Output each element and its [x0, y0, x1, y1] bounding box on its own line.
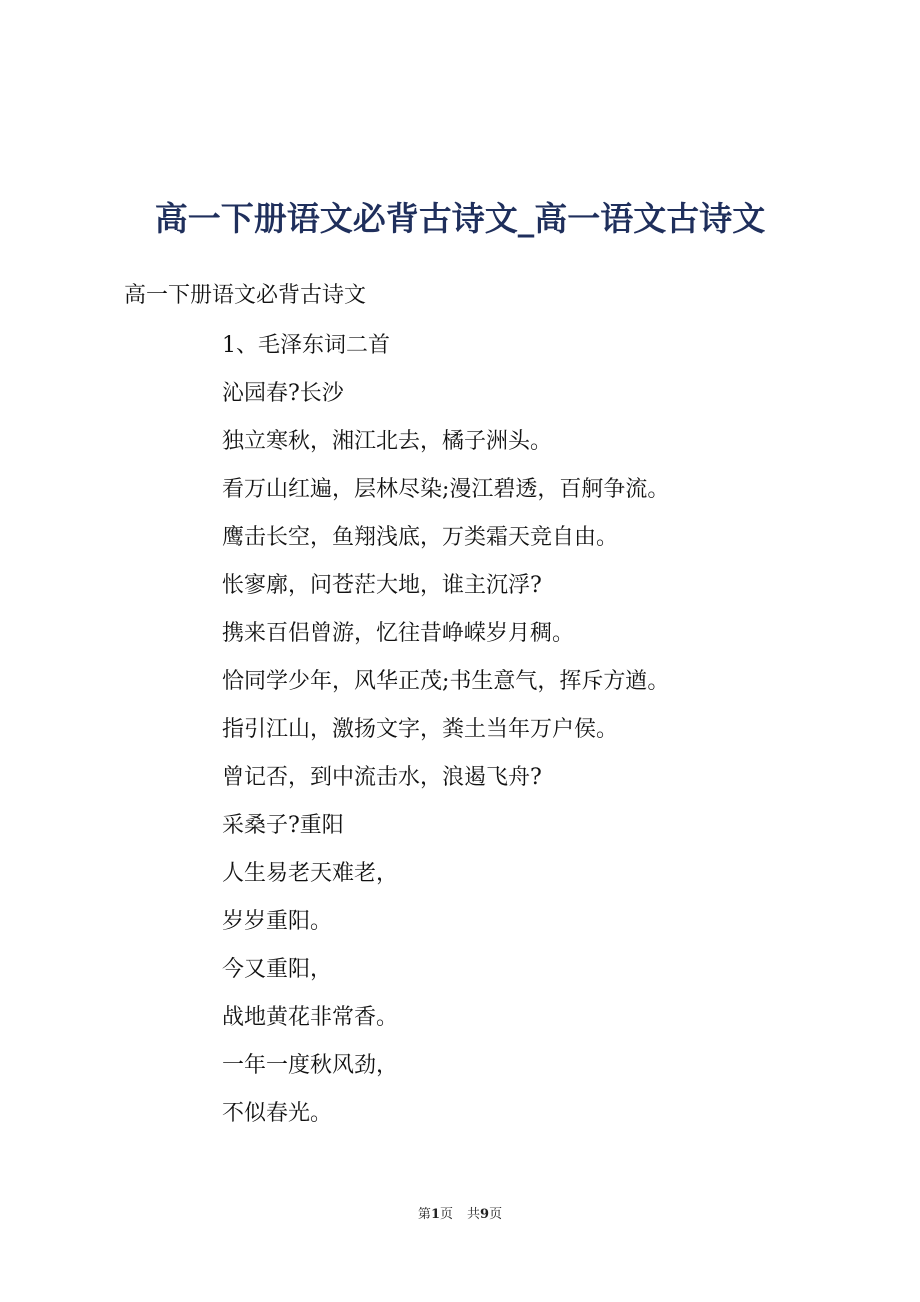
- text-line: 鹰击长空，鱼翔浅底，万类霜天竞自由。: [222, 525, 619, 550]
- text-line: 不似春光。: [222, 1101, 333, 1126]
- text-line: 一年一度秋风劲，: [222, 1053, 399, 1078]
- text-line: 今又重阳，: [222, 957, 333, 982]
- text-line: 看万山红遍，层林尽染;漫江碧透，百舸争流。: [222, 477, 670, 502]
- text-line: 采桑子?重阳: [222, 813, 344, 838]
- page-footer: [0, 1205, 920, 1225]
- text-line: 战地黄花非常香。: [222, 1005, 399, 1030]
- text-line: 人生易老天难老，: [222, 861, 399, 886]
- total-prefix: 共: [467, 1207, 481, 1222]
- text-line: 沁园春?长沙: [222, 381, 344, 406]
- text-line: 曾记否，到中流击水，浪遏飞舟?: [222, 765, 542, 790]
- text-line: 岁岁重阳。: [222, 909, 333, 934]
- total-pages: 9: [480, 1207, 490, 1222]
- text-line: 携来百侣曾游，忆往昔峥嵘岁月稠。: [222, 621, 575, 646]
- text-line: 1、毛泽东词二首: [222, 333, 390, 358]
- text-line: 怅寥廓，问苍茫大地，谁主沉浮?: [222, 573, 542, 598]
- poem-lines: [222, 328, 669, 1144]
- text-line: 独立寒秋，湘江北去，橘子洲头。: [222, 429, 553, 454]
- page-suffix: 页: [439, 1207, 453, 1222]
- page-title: 高一下册语文必背古诗文_高一语文古诗文: [154, 199, 766, 238]
- text-line: 指引江山，激扬文字，粪土当年万户侯。: [222, 717, 619, 742]
- section-heading: 高一下册语文必背古诗文: [124, 283, 367, 308]
- total-suffix: 页: [489, 1207, 503, 1222]
- page-number: 1: [430, 1207, 440, 1222]
- text-line: 恰同学少年，风华正茂;书生意气，挥斥方遒。: [222, 669, 670, 694]
- page-prefix: 第: [417, 1207, 431, 1222]
